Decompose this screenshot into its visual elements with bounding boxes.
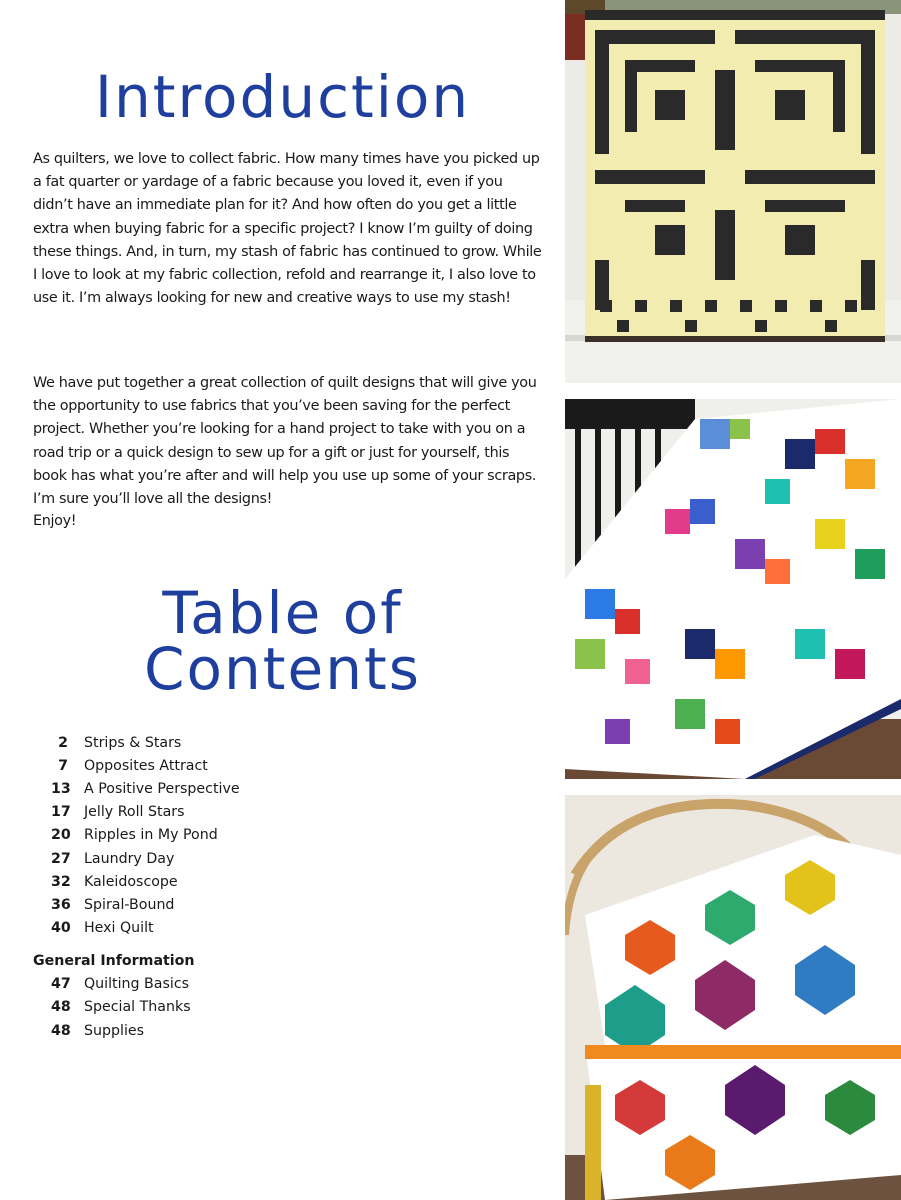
- toc-entry-title: Strips & Stars: [84, 734, 182, 751]
- toc-entry-title: Special Thanks: [84, 999, 191, 1016]
- toc-page-number: 17: [51, 804, 71, 821]
- toc-title: [0, 579, 565, 703]
- toc-page-number: 20: [51, 827, 71, 844]
- toc-entry[interactable]: [33, 893, 333, 916]
- toc-entry[interactable]: [33, 870, 333, 893]
- toc-entry[interactable]: [33, 801, 333, 824]
- toc-entry-title: A Positive Perspective: [84, 780, 240, 797]
- toc-page-number: 48: [51, 1022, 71, 1039]
- introduction-title: Introduction: [94, 63, 471, 131]
- quilt-photo-log-cabin: [565, 0, 901, 383]
- toc-title-line-2: Contents: [144, 635, 421, 703]
- toc-entry-title: Opposites Attract: [84, 757, 208, 774]
- toc-page-number: 13: [51, 780, 71, 797]
- toc-entry-title: Laundry Day: [84, 850, 175, 867]
- toc-page-number: 7: [58, 757, 68, 774]
- toc-page-number: 40: [51, 920, 71, 937]
- toc-page-number: 2: [58, 734, 68, 751]
- toc-entry-title: Kaleidoscope: [84, 873, 178, 890]
- toc-entry[interactable]: [33, 824, 333, 847]
- toc-section-heading: General Information: [33, 953, 195, 970]
- toc-entry[interactable]: [33, 777, 333, 800]
- toc-entry-title: Supplies: [84, 1022, 145, 1039]
- intro-sign-off: Enjoy!: [33, 513, 77, 529]
- table-of-contents: [33, 731, 333, 1042]
- toc-page-number: 47: [51, 976, 71, 993]
- toc-entry-title: Quilting Basics: [84, 976, 190, 993]
- toc-entry[interactable]: [33, 996, 333, 1019]
- toc-page-number: 48: [51, 999, 71, 1016]
- toc-page-number: 27: [51, 850, 71, 867]
- toc-entry[interactable]: [33, 847, 333, 870]
- toc-entry[interactable]: [33, 973, 333, 996]
- toc-entry-title: Jelly Roll Stars: [84, 804, 185, 821]
- toc-entry[interactable]: [33, 754, 333, 777]
- toc-page-number: 32: [51, 873, 71, 890]
- toc-entry[interactable]: [33, 731, 333, 754]
- toc-entry-title: Hexi Quilt: [84, 920, 154, 937]
- toc-title-line-1: Table of: [162, 579, 403, 647]
- toc-entry[interactable]: [33, 1019, 333, 1042]
- quilt-photo-nine-patch: [565, 399, 901, 779]
- toc-entry-title: Ripples in My Pond: [84, 827, 218, 844]
- intro-paragraph-1: As quilters, we love to collect fabric. How many times have you picked up a fat quarter or yardage of a fabric because you loved it, even if you didn’t have an immediate plan for it? And how often do you get a little extra when buying fabric for a specific project? I know I’m guilty of doing these things. And, in turn, my stash of fabric has continued to grow. While I love to look at my fabric collection, refold and rearrange it, I also love to use it. I’m always looking for new and creative ways to use my stash!: [33, 151, 542, 307]
- toc-entry[interactable]: [33, 917, 333, 940]
- toc-page-number: 36: [51, 896, 71, 913]
- quilt-photo-hexi: [565, 795, 901, 1200]
- intro-paragraph-2: We have put together a great collection of quilt designs that will give you the opportunity to use fabrics that you’ve been saving for the perfect project. Whether you’re looking for a hand project to take with you on a road trip or a quick design to sew up for a gift or just for yourself, this book has what you’re after and will help you use up some of your scraps. I’m sure you’ll love all the designs!: [33, 375, 537, 508]
- toc-entry-title: Spiral-Bound: [84, 896, 175, 913]
